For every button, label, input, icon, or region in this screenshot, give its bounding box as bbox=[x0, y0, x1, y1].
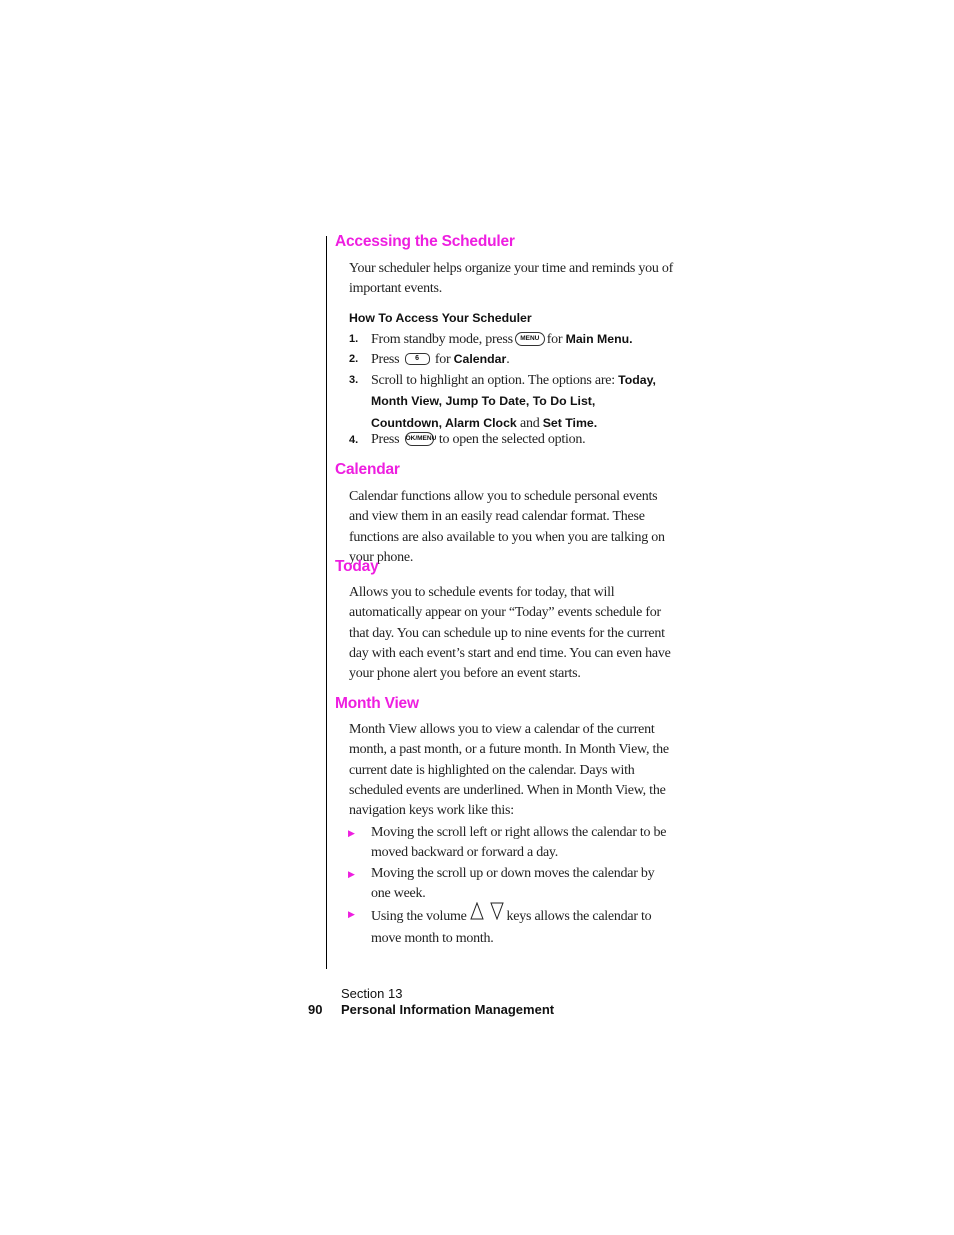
step-number: 2. bbox=[349, 353, 359, 365]
step-3: Scroll to highlight an option. The options are: Today, Month View, Jump To Date, To Do List, Countdown, Alarm Clock and Set Time. bbox=[371, 373, 656, 431]
bullet-item: Moving the scroll up or down moves the calendar by one week. bbox=[371, 866, 655, 902]
step-number: 3. bbox=[349, 374, 359, 386]
margin-rule bbox=[326, 236, 327, 969]
calendar-body: Calendar functions allow you to schedule personal events and view them in an easily read calendar format. These functions are also available to you when you are talking on your phone. bbox=[349, 489, 665, 565]
step-2: Press 6 for Calendar. bbox=[371, 352, 510, 367]
heading-accessing-scheduler: Accessing the Scheduler bbox=[335, 233, 515, 250]
heading-calendar: Calendar bbox=[335, 461, 400, 478]
menu-key-icon: MENU bbox=[515, 332, 545, 346]
bullet-item: Using the volume keys allows the calendar to move month to month. bbox=[371, 904, 676, 950]
page-number: 90 bbox=[308, 1002, 323, 1017]
bullet-arrow-icon: ▶ bbox=[348, 910, 355, 920]
heading-today: Today bbox=[335, 558, 379, 575]
today-body: Allows you to schedule events for today, that will automatically appear on your “Today” events schedule for that day. You can schedule up to nine events for the current day with each event’s start and end time. You can even have your phone alert you before an event starts. bbox=[349, 585, 671, 682]
bullet-arrow-icon: ▶ bbox=[348, 829, 355, 839]
volume-up-icon bbox=[470, 902, 484, 927]
month-view-body: Month View allows you to view a calendar of the current month, a past month, or a future month. In Month View, the current date is highlighted on the calendar. Days with scheduled events are underlined. When in Month View, the navigation keys work like this: bbox=[349, 722, 669, 819]
step-number: 1. bbox=[349, 333, 359, 345]
step-number: 4. bbox=[349, 434, 359, 446]
accessing-intro: Your scheduler helps organize your time and reminds you of important events. bbox=[349, 261, 674, 297]
subheading-how-to-access: How To Access Your Scheduler bbox=[349, 311, 532, 325]
step-4: Press OK/MENU to open the selected option. bbox=[371, 432, 586, 447]
bullet-item: Moving the scroll left or right allows the calendar to be moved backward or forward a day. bbox=[371, 825, 667, 861]
step-1: From standby mode, press MENU for Main Menu. bbox=[371, 332, 633, 347]
footer-section-label: Section 13 bbox=[341, 986, 403, 1001]
bullet-arrow-icon: ▶ bbox=[348, 870, 355, 880]
ok-menu-key-icon: OK/MENU bbox=[405, 432, 434, 446]
six-key-icon: 6 bbox=[405, 353, 430, 365]
volume-down-icon bbox=[490, 902, 504, 927]
heading-month-view: Month View bbox=[335, 695, 419, 712]
footer-chapter-title: Personal Information Management bbox=[341, 1002, 555, 1017]
